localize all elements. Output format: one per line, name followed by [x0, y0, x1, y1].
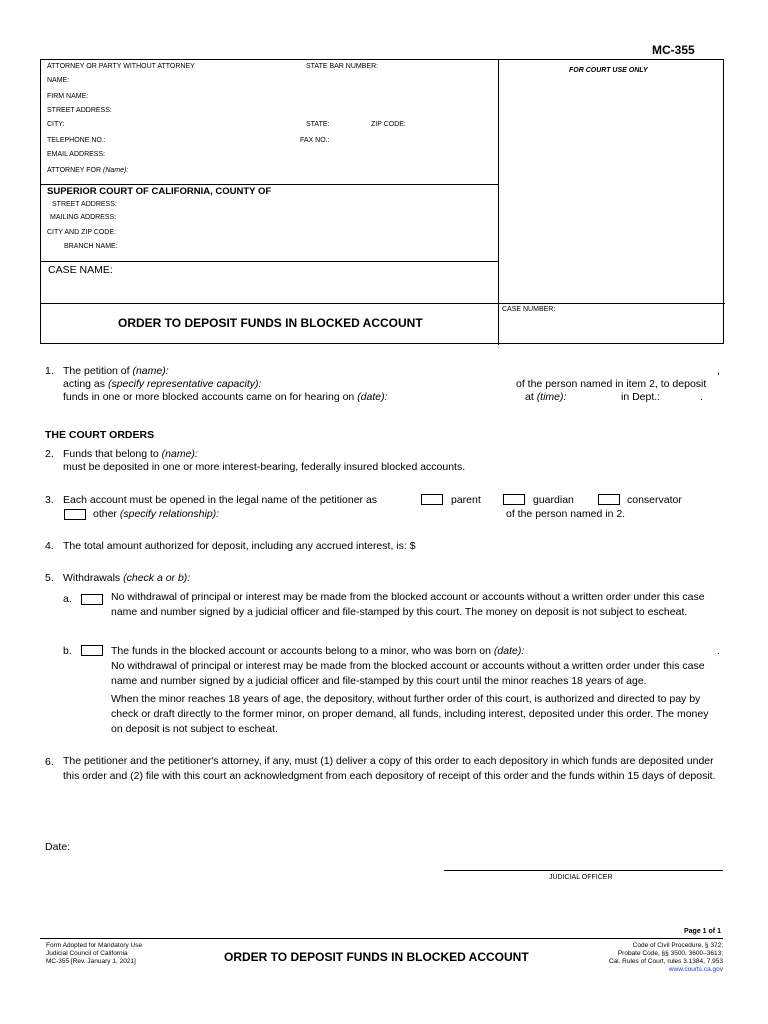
- city-label: CITY:: [47, 121, 65, 128]
- item5b-checkbox[interactable]: [81, 645, 103, 656]
- item1-line2-right: of the person named in item 2, to deposit: [516, 378, 707, 390]
- item5b-line1-text: The funds in the blocked account or accounts belong to a minor, who was born on: [111, 645, 491, 657]
- guardian-checkbox[interactable]: [503, 494, 525, 505]
- item5b-text2: No withdrawal of principal or interest may be made from the blocked account or accounts without a written order under this case name and number signed by a judicial officer and file-stamped by this court until the minor reaches 18 years of age.: [111, 660, 705, 687]
- item5b-line1: [111, 644, 524, 658]
- form-number: MC-355: [652, 43, 695, 57]
- email-label: EMAIL ADDRESS:: [47, 151, 106, 158]
- signature-line: [444, 870, 723, 871]
- item1-name-hint: (name):: [132, 365, 169, 377]
- attorney-for-name-hint: (Name):: [103, 167, 129, 174]
- item3-line1: Each account must be opened in the legal name of the petitioner as: [63, 494, 378, 506]
- item1-line3: [63, 390, 388, 404]
- item1-line3-text: funds in one or more blocked accounts came on for hearing on: [63, 391, 355, 403]
- item1-at: [525, 390, 566, 404]
- case-number-label: CASE NUMBER:: [502, 306, 556, 313]
- item1-at-text: at: [525, 391, 534, 403]
- footer-council: Judicial Council of California: [46, 950, 128, 957]
- court-branch-label: BRANCH NAME:: [64, 243, 118, 250]
- page-number: Page 1 of 1: [684, 928, 721, 935]
- footer-probate: Probate Code, §§ 3500, 3600–3613;: [617, 950, 723, 957]
- item5b-period: .: [717, 645, 720, 657]
- item5a-checkbox[interactable]: [81, 594, 103, 605]
- item3-number: 3.: [45, 494, 54, 506]
- item1-line2-text: acting as: [63, 378, 106, 390]
- item1-capacity-hint: (specify representative capacity):: [107, 378, 262, 390]
- item1-line2: [63, 377, 261, 391]
- item4-number: 4.: [45, 540, 54, 552]
- item2-line1: [63, 447, 198, 461]
- item2-name-hint: (name):: [161, 448, 198, 460]
- divider-case-name: [41, 261, 498, 262]
- item2-number: 2.: [45, 448, 54, 460]
- doc-title: ORDER TO DEPOSIT FUNDS IN BLOCKED ACCOUNT: [118, 316, 423, 330]
- attorney-for-text: ATTORNEY FOR: [47, 167, 102, 174]
- item1-line1-text: The petition of: [63, 365, 130, 377]
- item6-text: The petitioner and the petitioner's attorney, if any, must (1) deliver a copy of this order to each depository in which funds are deposited under this order and (2) file with this court an acknowledgment from each depository of receipt of this order and the funds within 15 days of deposit.: [63, 755, 716, 782]
- firm-label: FIRM NAME:: [47, 93, 89, 100]
- date-label: Date:: [45, 841, 71, 853]
- conservator-checkbox[interactable]: [598, 494, 620, 505]
- name-label: NAME:: [47, 77, 70, 84]
- item1-line1: [63, 364, 169, 378]
- item1-date-hint: (date):: [357, 391, 388, 403]
- fax-label: FAX NO.:: [300, 137, 330, 144]
- footer-ccp: Code of Civil Procedure, § 372;: [632, 942, 723, 949]
- conservator-label: conservator: [627, 494, 682, 506]
- item4-text: The total amount authorized for deposit, including any accrued interest, is: $: [63, 540, 416, 552]
- item5-heading: [63, 571, 190, 585]
- divider-title: [41, 303, 725, 304]
- zip-label: ZIP CODE:: [371, 121, 406, 128]
- item6-number: 6.: [45, 756, 54, 768]
- attorney-label: ATTORNEY OR PARTY WITHOUT ATTORNEY: [47, 63, 195, 70]
- guardian-label: guardian: [533, 494, 574, 506]
- item1-time-hint: (time):: [536, 391, 567, 403]
- court-orders-heading: THE COURT ORDERS: [45, 429, 155, 441]
- other-label: [93, 507, 219, 521]
- item5-heading-text: Withdrawals: [63, 572, 121, 584]
- item2-line1-text: Funds that belong to: [63, 448, 159, 460]
- street-label: STREET ADDRESS:: [47, 107, 112, 114]
- item5b-text3: When the minor reaches 18 years of age, the depository, without further order of this court, is authorized and directed to pay by check or draft directly to the former minor, on proper demand, all funds, including interest, deposited under this order. The money on deposit is not subject to escheat.: [111, 693, 709, 735]
- footer-website-link[interactable]: www.courts.ca.gov: [668, 966, 723, 973]
- attorney-for-label: [47, 167, 128, 174]
- footer-rule: [40, 938, 723, 939]
- item1-dept: in Dept.:: [621, 391, 661, 403]
- other-relationship-hint: (specify relationship):: [119, 508, 220, 520]
- item1-number: 1.: [45, 365, 54, 377]
- court-title: SUPERIOR COURT OF CALIFORNIA, COUNTY OF: [47, 186, 272, 197]
- item1-period: .: [700, 391, 703, 403]
- other-text: other: [93, 508, 117, 520]
- judicial-officer-label: JUDICIAL OFFICER: [549, 874, 613, 881]
- caption-box: [40, 59, 724, 344]
- court-use-label: FOR COURT USE ONLY: [569, 67, 648, 74]
- court-street-label: STREET ADDRESS:: [52, 201, 117, 208]
- phone-label: TELEPHONE NO.:: [47, 137, 106, 144]
- footer-rules: Cal. Rules of Court, rules 3.1384, 7.953: [608, 958, 723, 965]
- state-bar-label: STATE BAR NUMBER:: [306, 63, 379, 70]
- item5a-text: No withdrawal of principal or interest may be made from the blocked account or accounts without a written order under this case name and number signed by a judicial officer and file-stamped by this court. The money on deposit is not subject to escheat.: [111, 591, 705, 618]
- item5a-label: a.: [63, 593, 72, 605]
- state-label: STATE:: [306, 121, 330, 128]
- item5-number: 5.: [45, 572, 54, 584]
- divider-court: [41, 184, 498, 185]
- footer-adopted: Form Adopted for Mandatory Use: [46, 942, 143, 949]
- item3-right: of the person named in 2.: [506, 508, 626, 520]
- item5-check-hint: (check a or b):: [123, 572, 191, 584]
- court-city-zip-label: CITY AND ZIP CODE:: [47, 229, 116, 236]
- footer-revision: MC-355 [Rev. January 1, 2021]: [46, 958, 136, 965]
- footer-title: ORDER TO DEPOSIT FUNDS IN BLOCKED ACCOUNT: [224, 950, 529, 964]
- parent-label: parent: [451, 494, 481, 506]
- court-mailing-label: MAILING ADDRESS:: [50, 214, 117, 221]
- other-checkbox[interactable]: [64, 509, 86, 520]
- item5b-label: b.: [63, 645, 72, 657]
- item1-comma: ,: [717, 365, 720, 377]
- parent-checkbox[interactable]: [421, 494, 443, 505]
- item5b-date-hint: (date):: [493, 645, 525, 657]
- case-name-label: CASE NAME:: [48, 264, 113, 276]
- item2-line2: must be deposited in one or more interest-bearing, federally insured blocked accounts.: [63, 461, 466, 473]
